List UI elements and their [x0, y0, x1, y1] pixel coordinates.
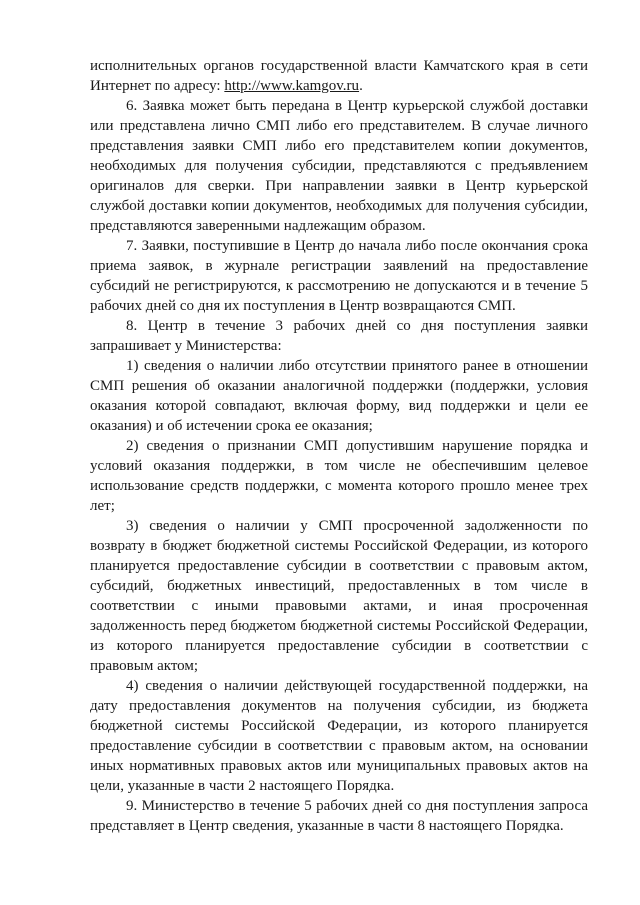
paragraph-8: 8. Центр в течение 3 рабочих дней со дня поступления заявки запрашивает у Министерства:: [90, 318, 588, 354]
paragraph-9: 9. Министерство в течение 5 рабочих дней со дня поступления запроса представляет в Центр сведения, указанные в части 8 настоящего Порядка.: [90, 798, 588, 834]
paragraph-8-item-2: 2) сведения о признании СМП допустившим нарушение порядка и условий оказания поддержки, в том числе не обеспечившим целевое использование средств поддержки, с момента которого прошло менее трех лет;: [90, 438, 588, 514]
paragraph-6: 6. Заявка может быть передана в Центр курьерской службой доставки или представлена лично СМП либо его представителем. В случае личного представления заявки СМП либо его представителем копии документов, необходимых для получения субсидии, представляются с предъявлением оригиналов для сверки. При направлении заявки в Центр курьерской службой доставки копии документов, необходимых для получения субсидии, представляются заверенными надлежащим образом.: [90, 98, 588, 234]
paragraph-7: 7. Заявки, поступившие в Центр до начала либо после окончания срока приема заявок, в журнале регистрации заявлений на предоставление субсидий не регистрируются, к рассмотрению не допускаются и в течение 5 рабочих дней со дня их поступления в Центр возвращаются СМП.: [90, 238, 588, 314]
paragraph-8-item-3: 3) сведения о наличии у СМП просроченной задолженности по возврату в бюджет бюджетной системы Российской Федерации, из которого планируется предоставление субсидии в соответствии с правовым актом, субсидий, бюджетных инвестиций, предоставленных в том числе в соответствии с иными правовыми актами, и иная просроченная задолженность перед бюджетом бюджетной системы Российской Федерации, из которого планируется предоставление субсидии в соответствии с правовым актом;: [90, 518, 588, 674]
paragraph-tail: .: [359, 78, 363, 94]
website-link[interactable]: http://www.kamgov.ru: [224, 78, 360, 94]
paragraph-continuation: [90, 56, 588, 96]
paragraph-text: исполнительных органов государственной власти Камчатского края в сети Интернет по адресу:: [90, 58, 588, 94]
paragraph-8-item-1: 1) сведения о наличии либо отсутствии принятого ранее в отношении СМП решения об оказании аналогичной поддержки (поддержки, условия оказания которой совпадают, включая форму, вид поддержки и цели ее оказания) и об истечении срока ее оказания;: [90, 358, 588, 434]
paragraph-8-item-4: 4) сведения о наличии действующей государственной поддержки, на дату предоставления документов на получения субсидии, из бюджета бюджетной системы Российской Федерации, из которого планируется предоставление субсидии в соответствии с правовым актом, на основании иных нормативных правовых актов или муниципальных правовых актов на цели, указанные в части 2 настоящего Порядка.: [90, 678, 588, 794]
